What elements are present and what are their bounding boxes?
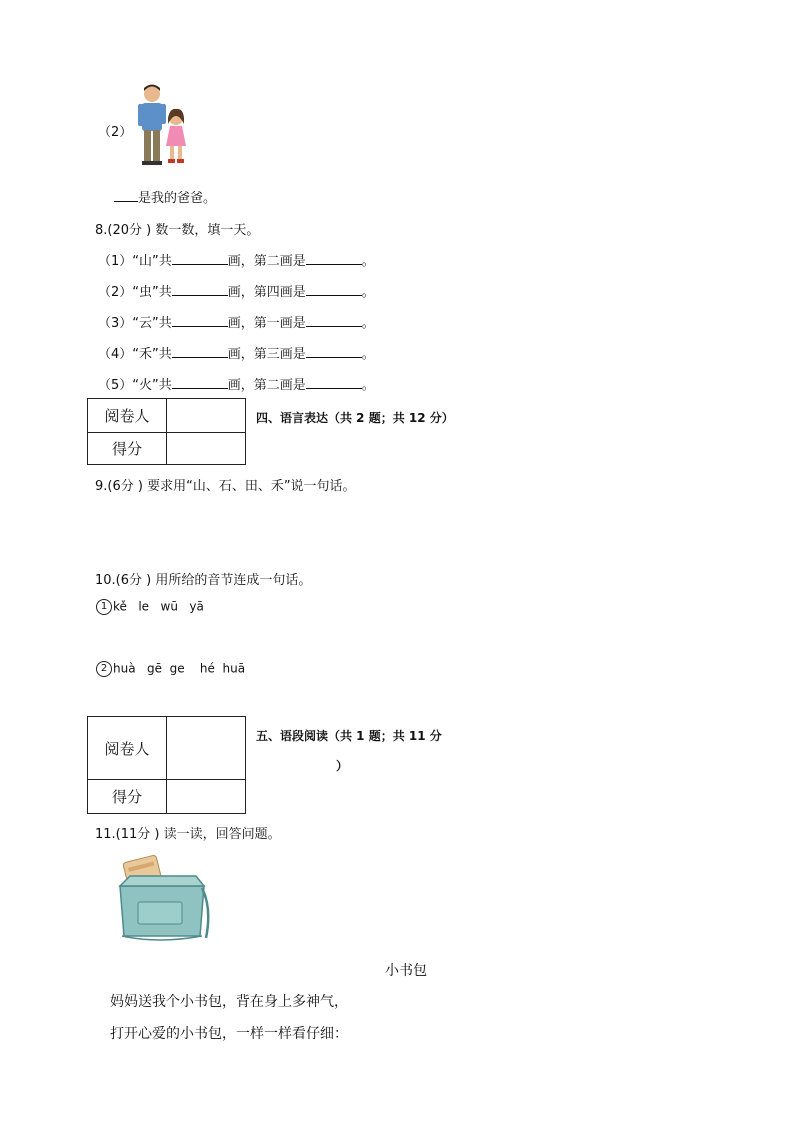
q10-item-2	[96, 661, 245, 677]
score-cell[interactable]	[167, 433, 246, 465]
score-label: 得分	[88, 433, 167, 465]
answer-blank[interactable]	[172, 314, 228, 327]
father-daughter-icon	[130, 82, 200, 174]
circled-number: 2	[96, 661, 112, 677]
q8-item-2: （2）“虫”共 画，第四画是 。	[98, 285, 375, 300]
answer-blank[interactable]	[172, 252, 228, 265]
poem-line-2: 打开心爱的小书包，一样一样看仔细：	[110, 1026, 348, 1042]
answer-blank[interactable]	[306, 376, 362, 389]
poem-line-1: 妈妈送我个小书包，背在身上多神气，	[110, 994, 348, 1010]
question-8-title: 8.(20分 ) 数一数，填一天。	[95, 223, 260, 238]
section-5-title-close: ）	[336, 759, 349, 773]
grader-cell[interactable]	[167, 399, 246, 433]
score-label: 得分	[88, 780, 167, 814]
question-10-title: 10.(6分 ) 用所给的音节连成一句话。	[95, 573, 312, 588]
q7-answer-text: 是我的爸爸。	[138, 191, 217, 206]
circled-number: 1	[96, 599, 112, 615]
q8-item-1: （1）“山”共 画，第二画是 。	[98, 254, 375, 269]
grader-label: 阅卷人	[88, 399, 167, 433]
answer-blank[interactable]	[306, 314, 362, 327]
q8-item-3: （3）“云”共 画，第一画是 。	[98, 316, 375, 331]
poem-title: 小书包	[385, 963, 427, 979]
grader-cell[interactable]	[167, 717, 246, 780]
score-table-section-5	[87, 716, 246, 814]
q7-answer-line	[114, 187, 216, 206]
q8-item-4: （4）“禾”共 画，第三画是 。	[98, 347, 375, 362]
answer-blank[interactable]	[306, 252, 362, 265]
answer-blank[interactable]	[172, 345, 228, 358]
score-table-section-4	[87, 398, 246, 465]
question-11-title: 11.(11分 ) 读一读，回答问题。	[95, 827, 281, 842]
answer-blank[interactable]	[306, 345, 362, 358]
grader-label: 阅卷人	[88, 717, 167, 780]
question-label: （2）	[98, 125, 133, 140]
q8-item-5: （5）“火”共 画，第二画是 。	[98, 378, 375, 393]
question-9-title: 9.(6分 ) 要求用“山、石、田、禾”说一句话。	[95, 479, 356, 494]
answer-blank[interactable]	[172, 283, 228, 296]
pinyin-syllables: huà gē ge hé huā	[113, 661, 246, 676]
pinyin-syllables: kě le wū yā	[113, 599, 204, 614]
section-4-title: 四、语言表达（共 2 题；共 12 分）	[256, 411, 454, 425]
score-cell[interactable]	[167, 780, 246, 814]
q10-item-1	[96, 599, 204, 615]
schoolbag-icon	[108, 852, 214, 944]
answer-blank[interactable]	[114, 189, 138, 202]
answer-blank[interactable]	[172, 376, 228, 389]
answer-blank[interactable]	[306, 283, 362, 296]
section-5-title: 五、语段阅读（共 1 题；共 11 分	[256, 729, 442, 743]
